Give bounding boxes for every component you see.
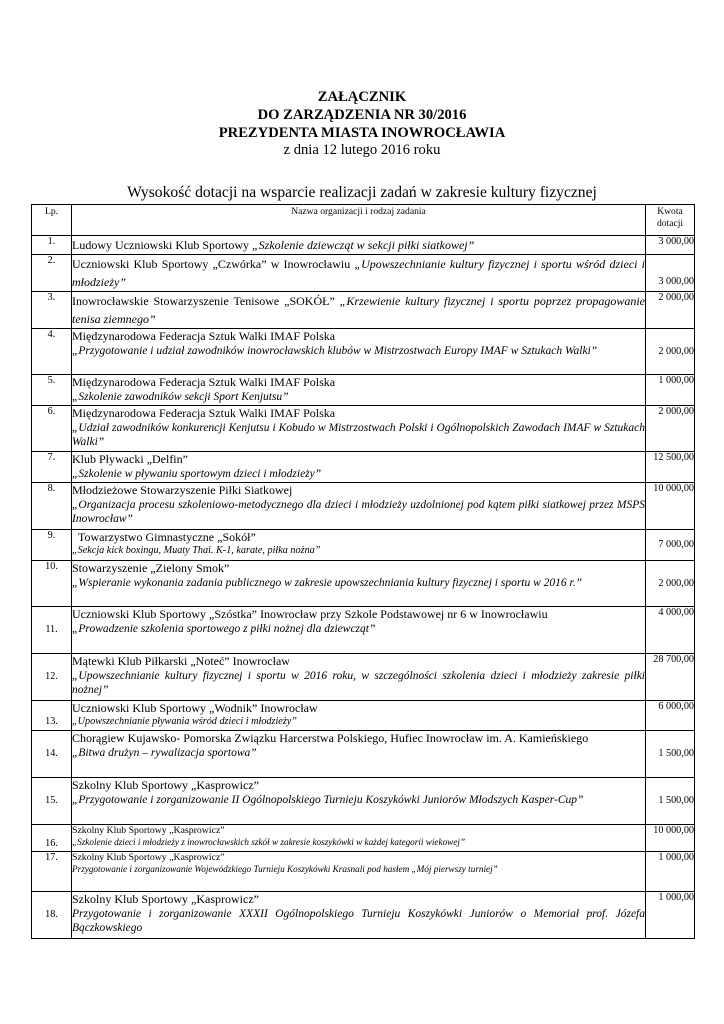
row-number: 18. <box>32 892 72 939</box>
organization-name: Chorągiew Kujawsko- Pomorska Związku Harcerstwa Polskiego, Hufiec Inowrocław im. A. Kamieńskiego <box>72 731 589 745</box>
table-row <box>32 329 695 375</box>
table-row <box>32 483 695 530</box>
row-number: 3. <box>32 292 72 329</box>
column-header-amount: Kwota dotacji <box>646 205 695 236</box>
row-number: 5. <box>32 375 72 406</box>
organization-name: Inowrocławskie Stowarzyszenie Tenisowe „SOKÓŁ” <box>72 294 340 308</box>
task-name: „Sekcja kick boxingu, Muaty Thai. K-1, karate, piłka nożna” <box>72 544 321 556</box>
grant-amount: 10 000,00 <box>646 825 695 852</box>
table-row <box>32 778 695 825</box>
grant-amount: 2 000,00 <box>646 329 695 375</box>
row-description <box>72 731 646 778</box>
table-title: Wysokość dotacji na wsparcie realizacji zadań w zakresie kultury fizycznej <box>127 184 597 201</box>
task-name: „Przygotowanie i zorganizowanie II Ogólnopolskiego Turnieju Koszykówki Juniorów Młodszych Kasper-Cup” <box>72 793 584 806</box>
task-name: „Upowszechnianie pływania wśród dzieci i młodzieży” <box>72 715 297 727</box>
row-number: 7. <box>32 452 72 483</box>
row-description <box>72 701 646 731</box>
row-number: 16. <box>32 825 72 852</box>
row-description <box>72 852 646 892</box>
header-title: ZAŁĄCZNIK <box>317 89 407 105</box>
row-number: 8. <box>32 483 72 530</box>
row-number: 1. <box>32 236 72 255</box>
organization-name: Międzynarodowa Federacja Sztuk Walki IMAF Polska <box>72 375 336 389</box>
grant-amount: 7 000,00 <box>646 530 695 561</box>
row-description <box>72 561 646 607</box>
row-description <box>72 778 646 825</box>
table-row <box>32 292 695 329</box>
organization-name: Towarzystwo Gimnastyczne „Sokół” <box>78 530 256 544</box>
grant-amount: 6 000,00 <box>646 701 695 731</box>
grant-amount: 1 500,00 <box>646 778 695 825</box>
row-description <box>72 483 646 530</box>
table-row <box>32 406 695 452</box>
grant-amount: 28 700,00 <box>646 654 695 701</box>
task-name: „Szkolenie dziewcząt w sekcji piłki siatkowej” <box>252 238 475 252</box>
grant-amount: 1 500,00 <box>646 731 695 778</box>
organization-name: Międzynarodowa Federacja Sztuk Walki IMAF Polska <box>72 329 336 343</box>
row-description <box>72 654 646 701</box>
organization-name: Szkolny Klub Sportowy „Kasprowicz” <box>72 852 225 863</box>
organization-name: Stowarzyszenie „Zielony Smok” <box>72 561 230 575</box>
row-description <box>72 375 646 406</box>
row-description <box>72 892 646 939</box>
row-description <box>72 452 646 483</box>
task-name: „Udział zawodników konkurencji Kenjutsu i Kobudo w Mistrzostwach Polski i Ogólnopolskich Zawodach IMAF w Sztukach Walki” <box>72 421 645 448</box>
row-description <box>72 292 646 329</box>
row-number: 12. <box>32 654 72 701</box>
table-header-row <box>32 205 695 236</box>
row-number: 14. <box>32 731 72 778</box>
row-number: 2. <box>32 255 72 292</box>
task-name: „Szkolenie w pływaniu sportowym dzieci i młodzieży” <box>72 467 322 480</box>
grant-amount: 2 000,00 <box>646 292 695 329</box>
table-row <box>32 561 695 607</box>
organization-name: Uczniowski Klub Sportowy „Czwórka” w Inowrocławiu <box>72 257 355 271</box>
table-row <box>32 892 695 939</box>
task-name: Przygotowanie i zorganizowanie XXXII Ogólnopolskiego Turnieju Koszykówki Juniorów o Memoriał prof. Józefa Bączkowskiego <box>72 907 645 934</box>
grant-amount: 1 000,00 <box>646 852 695 892</box>
row-description <box>72 607 646 654</box>
task-name: „Organizacja procesu szkoleniowo-metodycznego dla dzieci i młodzieży uzdolnionej pod kątem piłki siatkowej przez MSPS Inowrocław” <box>72 498 645 525</box>
task-name: „Upowszechnianie kultury fizycznej i sportu wśród dzieci i młodzieży” <box>72 257 645 289</box>
row-number: 13. <box>32 701 72 731</box>
table-row <box>32 825 695 852</box>
task-name: „Krzewienie kultury fizycznej i sportu poprzez propagowanie tenisa ziemnego” <box>72 294 645 326</box>
table-row <box>32 701 695 731</box>
row-number: 6. <box>32 406 72 452</box>
row-number: 11. <box>32 607 72 654</box>
task-name: „Upowszechnianie kultury fizycznej i sportu w 2016 roku, w szczególności szkolenia dzieci i młodzieży zakresie piłki nożnej” <box>72 669 645 696</box>
task-name: „Przygotowanie i udział zawodników inowrocławskich klubów w Mistrzostwach Europy IMAF w Sztukach Walki” <box>72 344 598 357</box>
task-name: „Prowadzenie szkolenia sportowego z piłki nożnej dla dziewcząt” <box>72 622 376 635</box>
document-header <box>0 89 724 160</box>
row-number: 15. <box>32 778 72 825</box>
organization-name: Międzynarodowa Federacja Sztuk Walki IMAF Polska <box>72 406 336 420</box>
header-ordinance-number: DO ZARZĄDZENIA NR 30/2016 <box>257 106 467 123</box>
grant-amount: 1 000,00 <box>646 375 695 406</box>
table-row <box>32 236 695 255</box>
organization-name: Szkolny Klub Sportowy „Kasprowicz” <box>72 825 225 836</box>
row-description <box>72 255 646 292</box>
row-description <box>72 825 646 852</box>
header-date: z dnia 12 lutego 2016 roku <box>283 142 441 159</box>
organization-name: Ludowy Uczniowski Klub Sportowy <box>72 238 252 252</box>
grants-table <box>31 204 695 939</box>
row-description <box>72 530 646 561</box>
task-name: „Szkolenie dzieci i młodzieży z inowrocławskich szkół w zakresie koszykówki w każdej kategorii wiekowej” <box>72 837 466 847</box>
grant-amount: 4 000,00 <box>646 607 695 654</box>
task-name: „Szkolenie zawodników sekcji Sport Kenjutsu” <box>72 390 289 403</box>
row-number: 10. <box>32 561 72 607</box>
organization-name: Mątewki Klub Piłkarski „Noteć” Inowrocław <box>72 654 290 668</box>
table-row <box>32 852 695 892</box>
organization-name: Szkolny Klub Sportowy „Kasprowicz” <box>72 892 259 906</box>
grant-amount: 2 000,00 <box>646 406 695 452</box>
organization-name: Młodzieżowe Stowarzyszenie Piłki Siatkowej <box>72 483 293 497</box>
grant-amount: 3 000,00 <box>646 236 695 255</box>
column-header-lp: Lp. <box>32 205 72 236</box>
task-name: „Bitwa drużyn – rywalizacja sportowa” <box>72 746 257 759</box>
row-number: 9. <box>32 530 72 561</box>
task-name: „Wspieranie wykonania zadania publicznego w zakresie upowszechniania kultury fizycznej i sportu w 2016 r.” <box>72 576 583 589</box>
row-description <box>72 329 646 375</box>
organization-name: Klub Pływacki „Delfin” <box>72 452 188 466</box>
grant-amount: 2 000,00 <box>646 561 695 607</box>
table-row <box>32 607 695 654</box>
grant-amount: 12 500,00 <box>646 452 695 483</box>
table-row <box>32 731 695 778</box>
table-row <box>32 654 695 701</box>
grant-amount: 1 000,00 <box>646 892 695 939</box>
row-description <box>72 406 646 452</box>
table-row <box>32 255 695 292</box>
grant-amount: 3 000,00 <box>646 255 695 292</box>
row-number: 4. <box>32 329 72 375</box>
row-description <box>72 236 646 255</box>
table-row <box>32 375 695 406</box>
row-number: 17. <box>32 852 72 892</box>
column-header-name: Nazwa organizacji i rodzaj zadania <box>72 205 646 236</box>
table-row <box>32 452 695 483</box>
table-row <box>32 530 695 561</box>
grant-amount: 10 000,00 <box>646 483 695 530</box>
organization-name: Uczniowski Klub Sportowy „Szóstka” Inowrocław przy Szkole Podstawowej nr 6 w Inowrocławiu <box>72 607 548 621</box>
organization-name: Szkolny Klub Sportowy „Kasprowicz” <box>72 778 259 792</box>
task-name: Przygotowanie i zorganizowanie Wojewódzkiego Turnieju Koszykówki Krasnali pod hasłem „Mój pierwszy turniej” <box>72 864 498 874</box>
header-issuer: PREZYDENTA MIASTA INOWROCŁAWIA <box>218 124 506 141</box>
organization-name: Uczniowski Klub Sportowy „Wodnik” Inowrocław <box>72 701 318 715</box>
